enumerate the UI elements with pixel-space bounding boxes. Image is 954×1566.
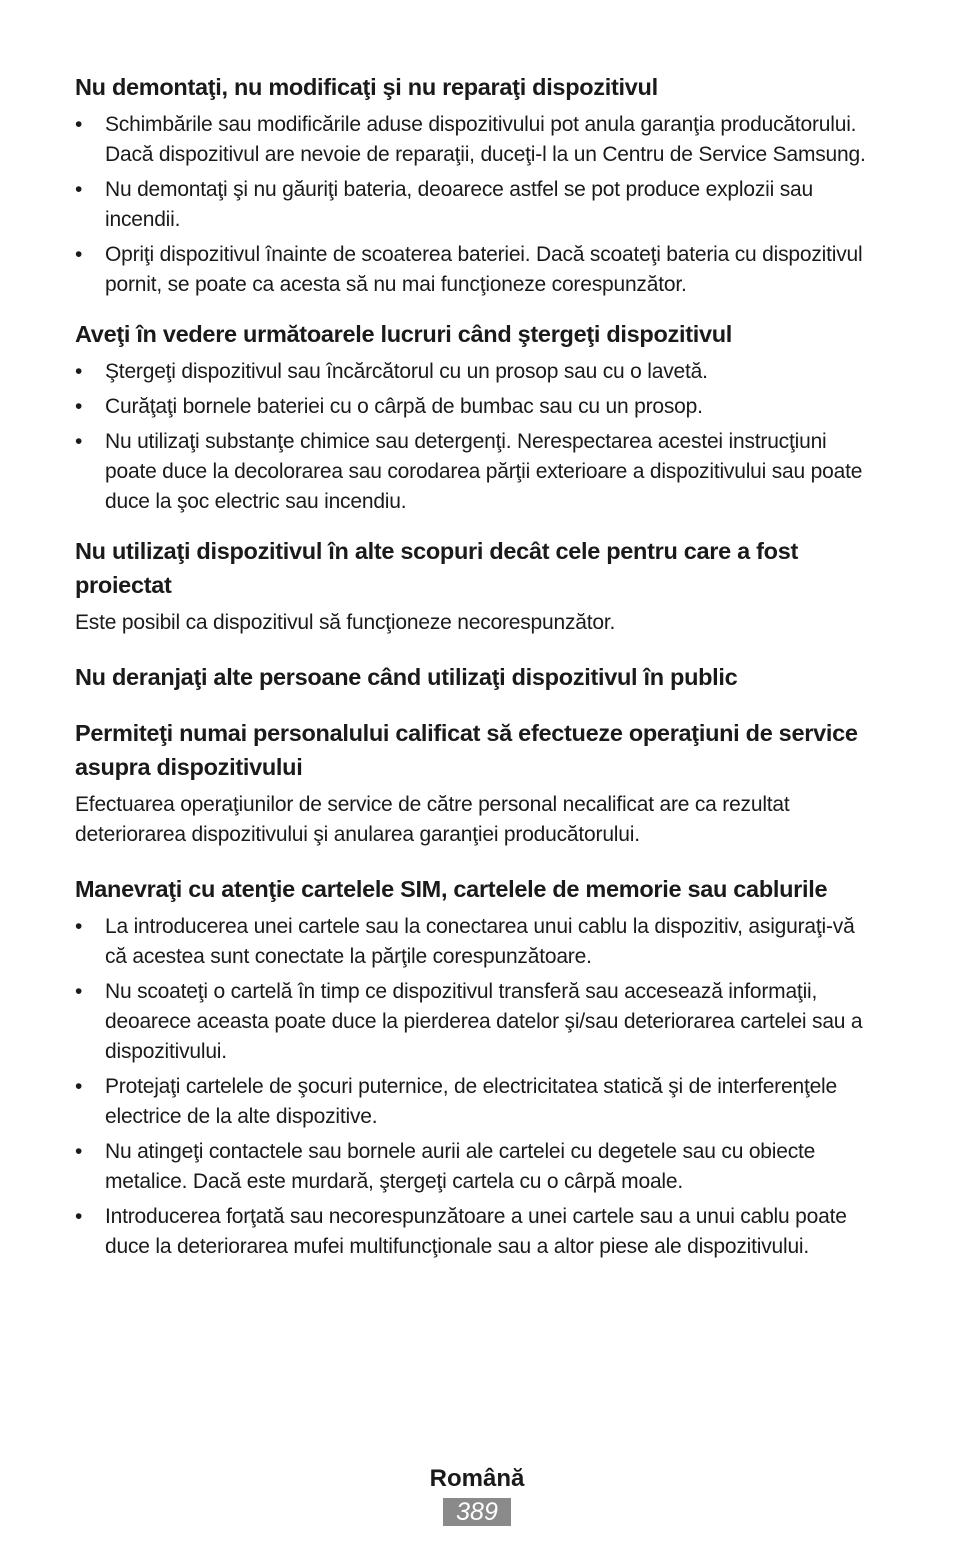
bullet-list xyxy=(75,357,875,517)
bullet-icon: • xyxy=(75,113,83,136)
list-item-text: La introducerea unei cartele sau la conectarea unui cablu la dispozitiv, asiguraţi-vă că acestea sunt conectate la părţile corespunzătoare. xyxy=(105,915,855,968)
list-item-text: Opriţi dispozitivul înainte de scoaterea bateriei. Dacă scoateţi bateria cu dispozitivul pornit, se poate ca acesta să nu mai funcţioneze corespunzător. xyxy=(105,243,863,296)
list-item-text: Protejaţi cartelele de şocuri puternice, de electricitatea statică şi de interferenţele electrice de la alte dispozitive. xyxy=(105,1075,837,1128)
section-heading: Aveţi în vedere următoarele lucruri când ştergeţi dispozitivul xyxy=(75,321,733,347)
list-item-text: Schimbările sau modificările aduse dispozitivului pot anula garanţia producătorului. Dacă dispozitivul are nevoie de reparaţii, duceţi-l la un Centru de Service Samsung. xyxy=(105,113,866,166)
document-body xyxy=(75,70,875,1267)
list-item xyxy=(75,110,875,170)
bullet-icon: • xyxy=(75,395,83,418)
section-qualified-service xyxy=(75,716,875,850)
bullet-icon: • xyxy=(75,360,83,383)
list-item xyxy=(75,240,875,300)
bullet-icon: • xyxy=(75,980,83,1003)
list-item xyxy=(75,912,875,972)
bullet-list xyxy=(75,912,875,1262)
list-item xyxy=(75,977,875,1067)
list-item-text: Nu demontaţi şi nu găuriţi bateria, deoarece astfel se pot produce explozii sau incendii. xyxy=(105,178,813,231)
list-item xyxy=(75,1072,875,1132)
section-cleaning xyxy=(75,317,875,517)
section-heading: Nu deranjaţi alte persoane când utilizaţi dispozitivul în public xyxy=(75,664,738,690)
bullet-list xyxy=(75,110,875,300)
section-paragraph: Este posibil ca dispozitivul să funcţioneze necorespunzător. xyxy=(75,611,616,634)
bullet-icon: • xyxy=(75,243,83,266)
bullet-icon: • xyxy=(75,1205,83,1228)
list-item xyxy=(75,175,875,235)
section-heading: Permiteţi numai personalului calificat să efectueze operaţiuni de service asupra dispozitivului xyxy=(75,720,858,780)
bullet-icon: • xyxy=(75,915,83,938)
page-footer xyxy=(0,1462,954,1526)
list-item xyxy=(75,427,875,517)
list-item xyxy=(75,1202,875,1262)
bullet-icon: • xyxy=(75,1140,83,1163)
list-item-text: Ştergeţi dispozitivul sau încărcătorul cu un prosop sau cu o lavetă. xyxy=(105,360,708,383)
list-item xyxy=(75,1137,875,1197)
list-item-text: Curăţaţi bornele bateriei cu o cârpă de bumbac sau cu un prosop. xyxy=(105,395,703,418)
section-intended-use xyxy=(75,534,875,638)
list-item-text: Introducerea forţată sau necorespunzătoare a unei cartele sau a unui cablu poate duce la deteriorarea mufei multifuncţionale sau a altor piese ale dispozitivului. xyxy=(105,1205,847,1258)
list-item-text: Nu atingeţi contactele sau bornele aurii ale cartelei cu degetele sau cu obiecte metalice. Dacă este murdară, ştergeţi cartela cu o cârpă moale. xyxy=(105,1140,816,1193)
bullet-icon: • xyxy=(75,178,83,201)
footer-language: Română xyxy=(429,1465,525,1492)
list-item xyxy=(75,392,875,422)
list-item-text: Nu scoateţi o cartelă în timp ce dispozitivul transferă sau accesează informaţii, deoarece aceasta poate duce la pierderea datelor şi/sau deteriorarea cartelei sau a dispozitivului. xyxy=(105,980,863,1063)
section-disassembly xyxy=(75,70,875,300)
section-heading: Nu demontaţi, nu modificaţi şi nu reparaţi dispozitivul xyxy=(75,74,658,100)
section-public-use xyxy=(75,660,875,694)
section-heading: Nu utilizaţi dispozitivul în alte scopuri decât cele pentru care a fost proiectat xyxy=(75,538,799,598)
bullet-icon: • xyxy=(75,1075,83,1098)
list-item-text: Nu utilizaţi substanţe chimice sau detergenţi. Nerespectarea acestei instrucţiuni poate duce la decolorarea sau corodarea părţii exterioare a dispozitivului sau poate duce la şoc electric sau incendiu. xyxy=(105,430,863,513)
list-item xyxy=(75,357,875,387)
page-number: 389 xyxy=(443,1498,511,1526)
bullet-icon: • xyxy=(75,430,83,453)
section-paragraph: Efectuarea operaţiunilor de service de către personal necalificat are ca rezultat deteriorarea dispozitivului şi anularea garanţiei producătorului. xyxy=(75,793,790,846)
section-sim-cards xyxy=(75,872,875,1262)
section-heading: Manevraţi cu atenţie cartelele SIM, cartelele de memorie sau cablurile xyxy=(75,876,828,902)
